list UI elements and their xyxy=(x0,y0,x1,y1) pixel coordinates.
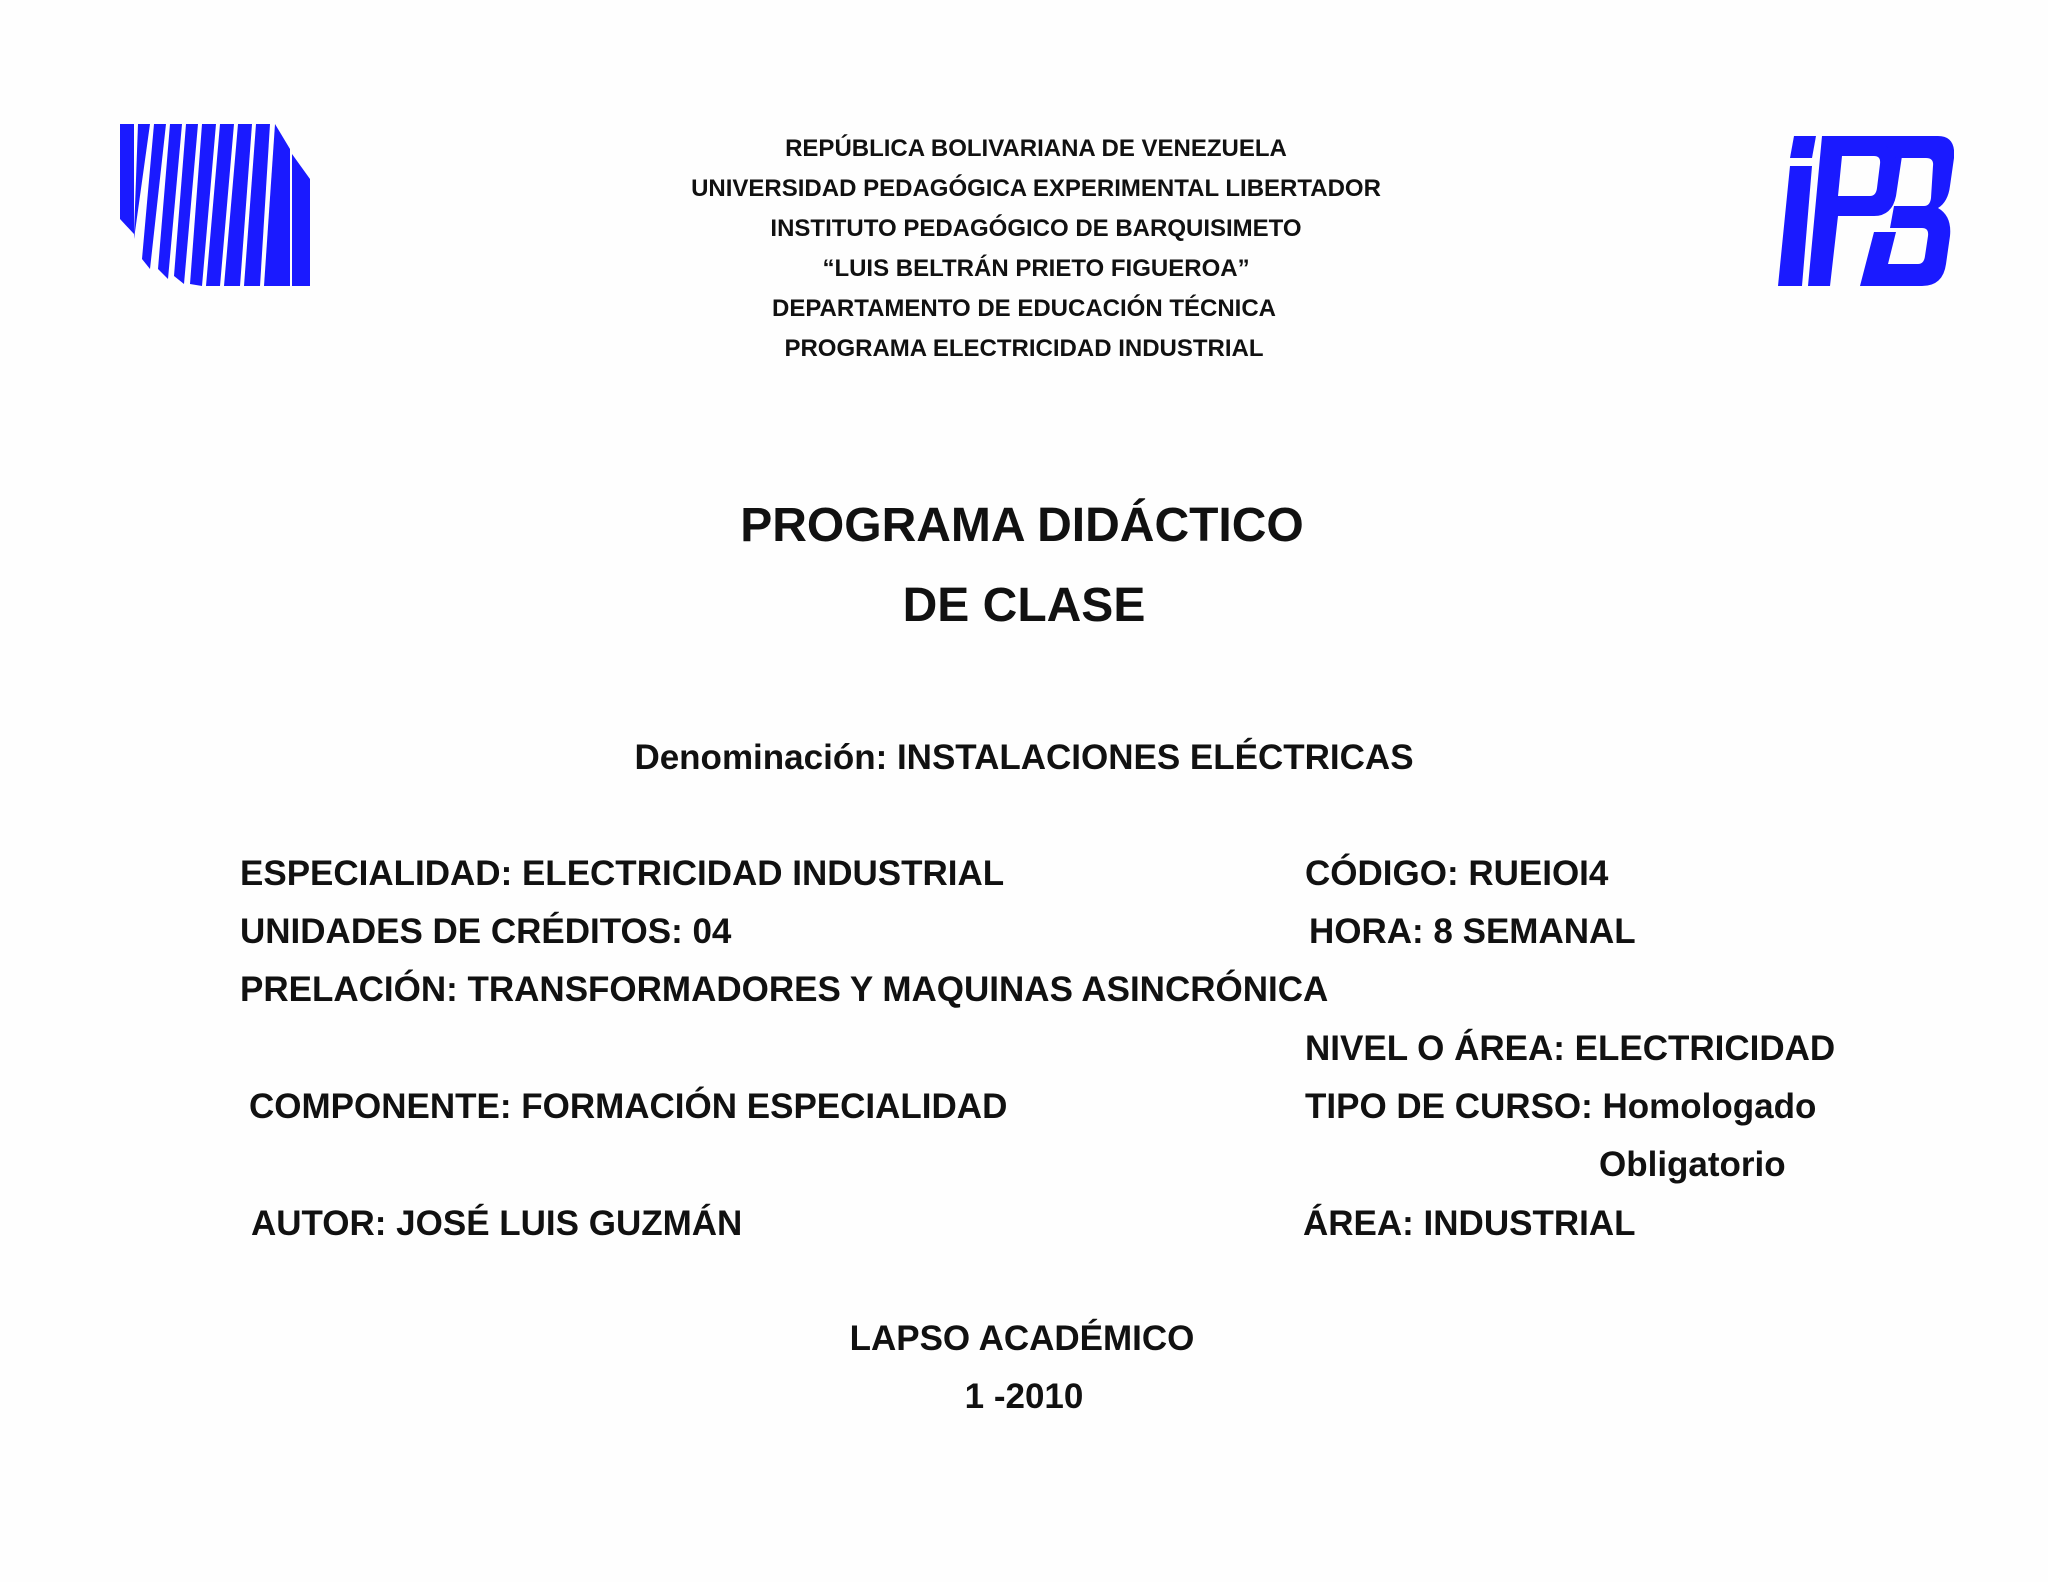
field-tipo-curso-obligatorio: Obligatorio xyxy=(1599,1145,1786,1184)
lapso-academico-value: 1 -2010 xyxy=(964,1377,1084,1416)
header-departamento: DEPARTAMENTO DE EDUCACIÓN TÉCNICA xyxy=(771,295,1276,322)
field-especialidad: ESPECIALIDAD: ELECTRICIDAD INDUSTRIAL xyxy=(240,854,1005,893)
field-tipo-curso: TIPO DE CURSO: Homologado xyxy=(1305,1087,1817,1126)
field-codigo: CÓDIGO: RUEIOI4 xyxy=(1305,854,1609,893)
field-area: ÁREA: INDUSTRIAL xyxy=(1303,1204,1636,1243)
field-autor: AUTOR: JOSÉ LUIS GUZMÁN xyxy=(251,1204,743,1243)
header-instituto: INSTITUTO PEDAGÓGICO DE BARQUISIMETO xyxy=(770,215,1302,242)
field-creditos: UNIDADES DE CRÉDITOS: 04 xyxy=(240,912,732,951)
denominacion: Denominación: INSTALACIONES ELÉCTRICAS xyxy=(634,738,1414,777)
field-nivel-area: NIVEL O ÁREA: ELECTRICIDAD xyxy=(1305,1029,1836,1068)
header-republica: REPÚBLICA BOLIVARIANA DE VENEZUELA xyxy=(785,135,1287,162)
title-de-clase: DE CLASE xyxy=(902,579,1146,632)
header-programa: PROGRAMA ELECTRICIDAD INDUSTRIAL xyxy=(784,335,1264,362)
field-prelacion: PRELACIÓN: TRANSFORMADORES Y MAQUINAS ASINCRÓNICA xyxy=(240,970,1329,1009)
field-hora: HORA: 8 SEMANAL xyxy=(1309,912,1636,951)
lapso-academico-label: LAPSO ACADÉMICO xyxy=(849,1319,1195,1358)
field-componente: COMPONENTE: FORMACIÓN ESPECIALIDAD xyxy=(249,1087,1008,1126)
header-luis-beltran: “LUIS BELTRÁN PRIETO FIGUEROA” xyxy=(822,255,1250,282)
title-programa-didactico: PROGRAMA DIDÁCTICO xyxy=(740,499,1304,552)
header-universidad: UNIVERSIDAD PEDAGÓGICA EXPERIMENTAL LIBERTADOR xyxy=(691,175,1381,202)
